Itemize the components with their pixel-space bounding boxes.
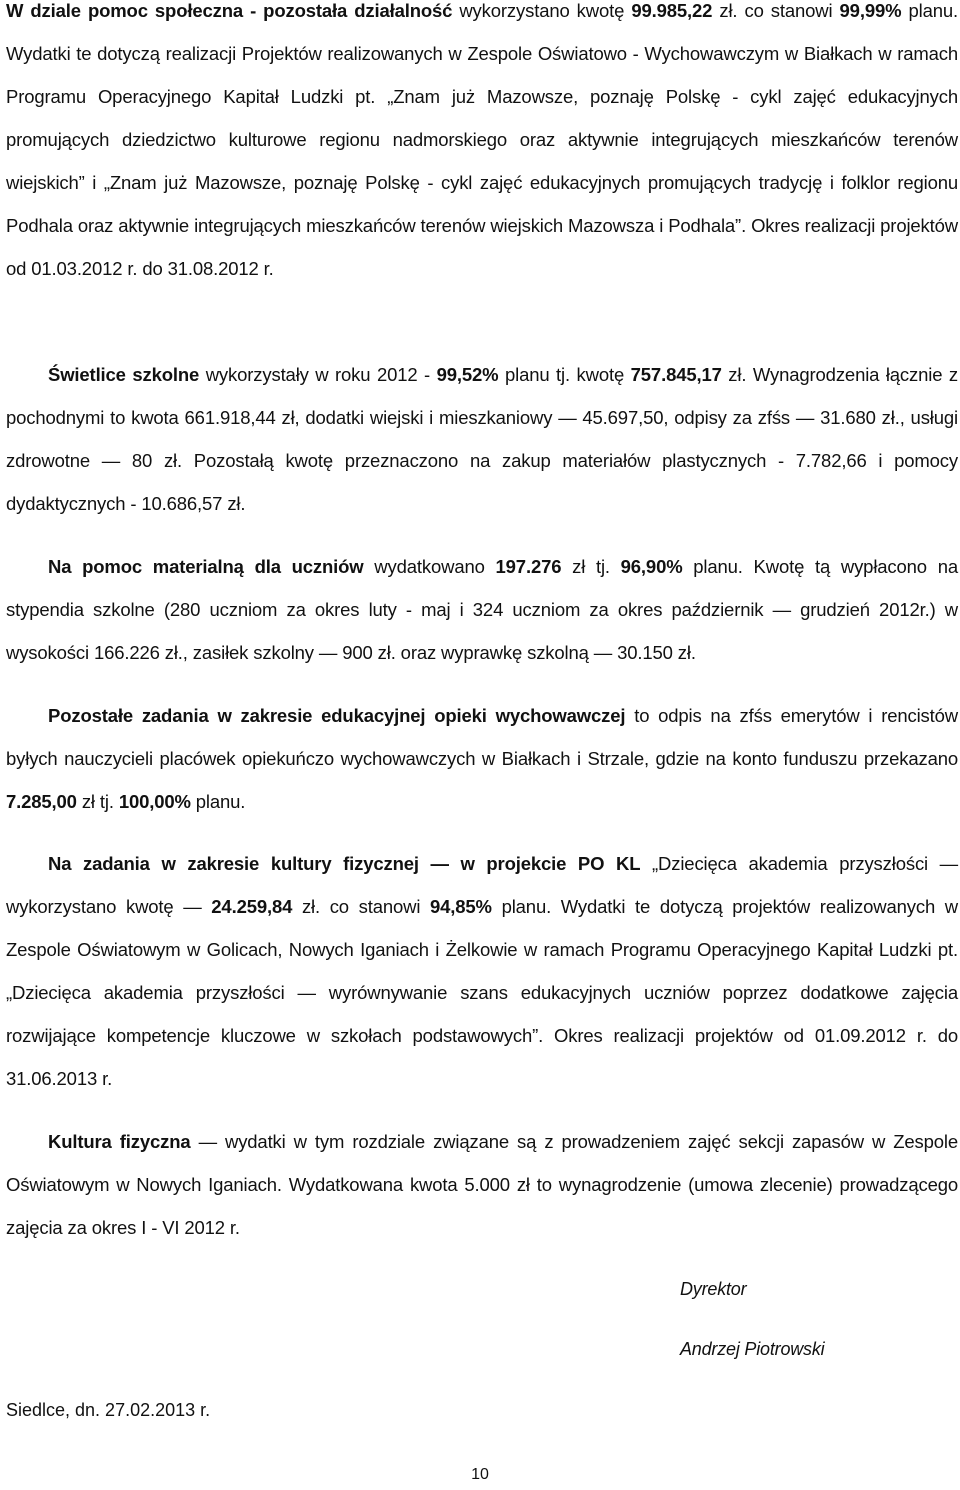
percent-value: 96,90% <box>620 556 683 577</box>
signature-role: Dyrektor <box>680 1279 747 1299</box>
text-run: planu. <box>190 791 246 812</box>
text-run: wykorzystano kwotę <box>452 0 632 21</box>
text-run: — wydatki w tym rozdziale związane są z prowadzeniem zajęć sekcji zapasów w Zespole Oświatowym w Nowych Iganiach. Wydatkowana kwota 5.000 zł to wynagrodzenie (umowa zlecenie) prowadzącego zajęcia za okres I - VI 2012 r. <box>6 1131 959 1238</box>
signature-name: Andrzej Piotrowski <box>680 1339 825 1359</box>
paragraph-educational-care <box>6 694 958 823</box>
paragraph-physical-culture <box>6 1120 958 1249</box>
amount-value: 757.845,17 <box>630 364 722 385</box>
text-run: planu. Wydatki te dotyczą realizacji Projektów realizowanych w Zespole Oświatowo - Wychowawczym w Białkach w ramach Programu Operacyjnego Kapitał Ludzki pt. „Znam już Mazowsze, poznaję Polskę - cykl zajęć edukacyjnych promujących dziedzictwo kulturowe regionu nadmorskiego oraz aktywnie integrujących mieszkańców terenów wiejskich” i „Znam już Mazowsze, poznaję Polskę - cykl zajęć edukacyjnych promujących tradycję i folklor regionu Podhala oraz aktywnie integrujących mieszkańców terenów wiejskich Mazowsza i Podhala”. Okres realizacji projektów od 01.03.2012 r. do 31.08.2012 r. <box>6 0 958 279</box>
text-run: zł tj. <box>561 556 621 577</box>
section-heading-social-assistance: W dziale pomoc społeczna - pozostała działalność <box>6 0 453 21</box>
section-heading-student-material-aid: Na pomoc materialną dla uczniów <box>48 556 364 577</box>
text-run: planu. Kwotę tą wypłacono na stypendia szkolne (280 uczniom za okres luty - maj i 324 uczniom za okres październik — grudzień 2012r.) w wysokości 166.226 zł., zasiłek szkolny — 900 zł. oraz wyprawkę szkolną — 30.150 zł. <box>6 556 958 663</box>
text-run: planu. Wydatki te dotyczą projektów realizowanych w Zespole Oświatowym w Golicach, Nowych Iganiach i Żelkowie w ramach Programu Operacyjnego Kapitał Ludzki pt. „Dziecięca akademia przyszłości — wyrównywanie szans edukacyjnych uczniów poprzez dodatkowe zajęcia rozwijające kompetencje kluczowe w szkołach podstawowych”. Okres realizacji projektów od 01.09.2012 r. do 31.06.2013 r. <box>6 896 958 1089</box>
amount-value: 99.985,22 <box>631 0 713 21</box>
percent-value: 99,52% <box>436 364 499 385</box>
place-and-date: Siedlce, dn. 27.02.2013 r. <box>6 1400 211 1420</box>
text-run: zł tj. <box>76 791 119 812</box>
percent-value: 100,00% <box>118 791 191 812</box>
section-heading-physical-culture: Kultura fizyczna <box>48 1131 191 1152</box>
text-run: zł. co stanowi <box>292 896 431 917</box>
section-heading-educational-care: Pozostałe zadania w zakresie edukacyjnej opieki wychowawczej <box>48 705 626 726</box>
text-run: wykorzystały w roku 2012 - <box>199 364 437 385</box>
text-run: to odpis na zfśs emerytów i rencistów byłych nauczycieli placówek opiekuńczo wychowawczych w Białkach i Strzale, gdzie na konto funduszu przekazano <box>6 705 958 769</box>
percent-value: 99,99% <box>839 0 902 21</box>
section-heading-school-common-rooms: Świetlice szkolne <box>48 364 200 385</box>
text-run: zł. co stanowi <box>712 0 840 21</box>
text-run: wydatkowano <box>363 556 496 577</box>
text-run: zł. Wynagrodzenia łącznie z pochodnymi to kwota 661.918,44 zł, dodatki wiejski i mieszkaniowy — 45.697,50, odpisy za zfśs — 31.680 zł., usługi zdrowotne — 80 zł. Pozostałą kwotę przeznaczono na zakup materiałów plastycznych - 7.782,66 i pomocy dydaktycznych - 10.686,57 zł. <box>6 364 959 514</box>
paragraph-social-assistance <box>6 0 958 290</box>
text-run: planu tj. kwotę <box>498 364 631 385</box>
paragraph-school-common-rooms <box>6 353 958 525</box>
percent-value: 94,85% <box>430 896 492 917</box>
paragraph-physical-culture-project <box>6 842 958 1100</box>
amount-value: 7.285,00 <box>6 791 77 812</box>
text-run: „Dziecięca akademia przyszłości — wykorzystano kwotę — <box>6 853 958 917</box>
paragraph-student-material-aid <box>6 545 958 674</box>
section-heading-physical-culture-project: Na zadania w zakresie kultury fizycznej — w projekcie PO KL <box>48 853 641 874</box>
amount-value: 24.259,84 <box>211 896 293 917</box>
page-number: 10 <box>471 1466 489 1483</box>
amount-value: 197.276 <box>495 556 562 577</box>
